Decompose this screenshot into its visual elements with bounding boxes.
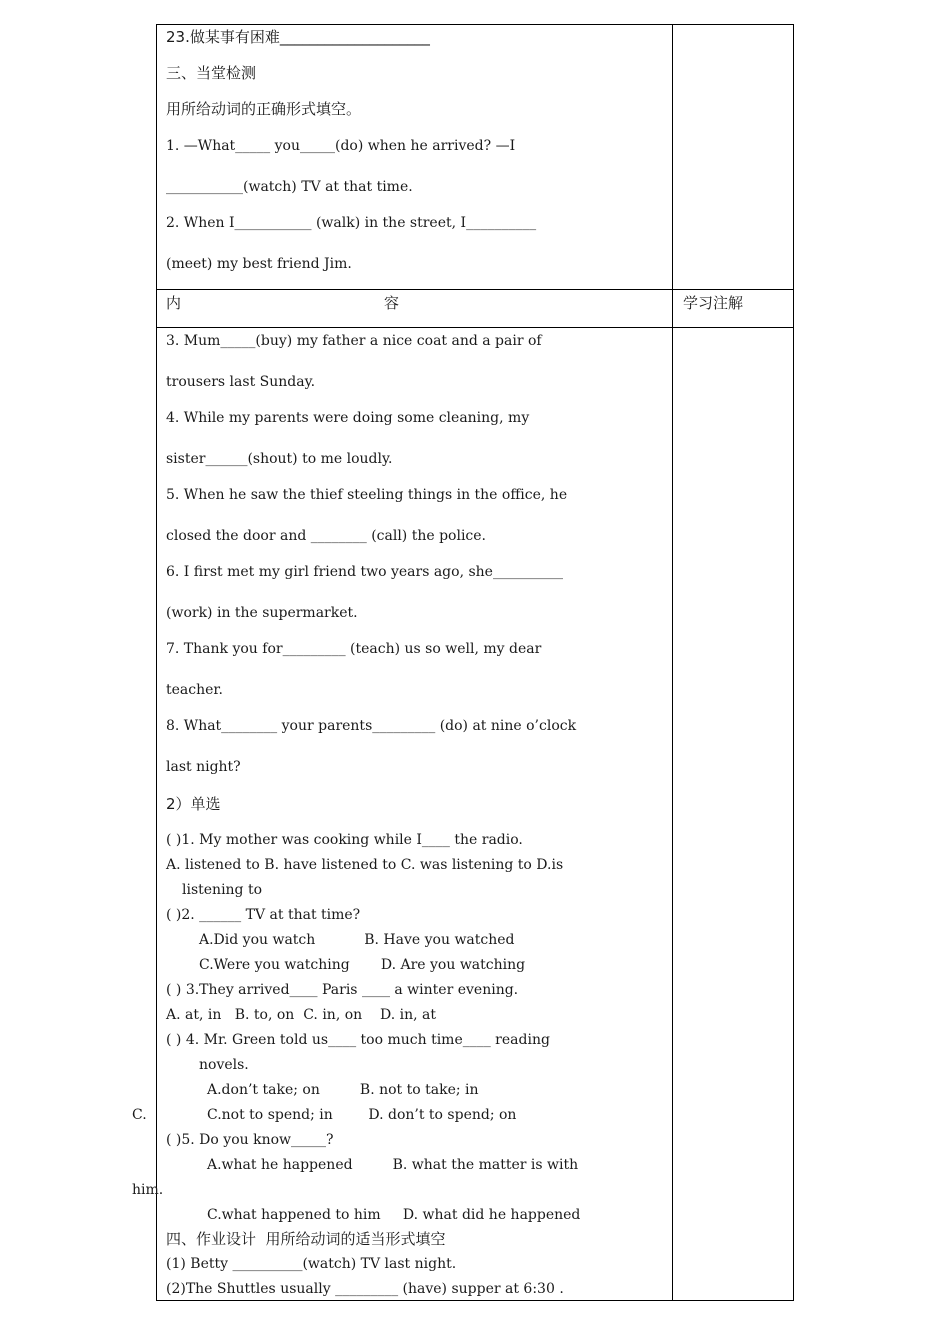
table-border-right bbox=[793, 24, 794, 1301]
choice-line: ( )2. ______ TV at that time? bbox=[166, 907, 361, 923]
section-heading-check: 三、当堂检测 bbox=[166, 64, 257, 82]
choice-line: A.Did you watch B. Have you watched bbox=[199, 932, 515, 948]
fill-in-line: 3. Mum_____(buy) my father a nice coat and a pair of bbox=[166, 333, 542, 349]
table-column-divider bbox=[672, 24, 673, 1301]
question-1-line-a: 1. —What_____ you_____(do) when he arrived? —I bbox=[166, 138, 516, 154]
choice-line: A. at, in B. to, on C. in, on D. in, at bbox=[166, 1007, 436, 1023]
fill-in-line: 6. I first met my girl friend two years ago, she__________ bbox=[166, 564, 563, 580]
header-content-right: 容 bbox=[384, 294, 400, 312]
question-2-line-b: (meet) my best friend Jim. bbox=[166, 256, 352, 272]
fill-in-line: teacher. bbox=[166, 682, 224, 698]
fill-in-line: closed the door and ________ (call) the police. bbox=[166, 528, 487, 544]
header-notes: 学习注解 bbox=[683, 294, 744, 312]
choice-line: A.don’t take; on B. not to take; in bbox=[207, 1082, 479, 1098]
choice-line: ( ) 4. Mr. Green told us____ too much time____ reading bbox=[166, 1032, 550, 1048]
choice-line: A.what he happened B. what the matter is with bbox=[207, 1157, 579, 1173]
choice-line: novels. bbox=[199, 1057, 249, 1073]
fill-in-line: 4. While my parents were doing some cleaning, my bbox=[166, 410, 530, 426]
fill-in-line: (work) in the supermarket. bbox=[166, 605, 358, 621]
fill-in-line: 7. Thank you for_________ (teach) us so well, my dear bbox=[166, 641, 542, 657]
stray-him-label: him. bbox=[132, 1182, 164, 1198]
choice-line: listening to bbox=[182, 882, 263, 898]
choice-line: ( )1. My mother was cooking while I____ the radio. bbox=[166, 832, 523, 848]
table-border-left bbox=[156, 24, 157, 1301]
table-border-bottom bbox=[156, 1300, 794, 1301]
choice-line: A. listened to B. have listened to C. was listening to D.is bbox=[166, 857, 564, 873]
fill-in-line: 8. What________ your parents_________ (do) at nine o’clock bbox=[166, 718, 577, 734]
item-23: 23.做某事有困难____________________ bbox=[166, 28, 430, 46]
header-content-left: 内 bbox=[166, 294, 182, 312]
table-row-divider-1 bbox=[156, 289, 794, 290]
choice-line: ( )5. Do you know_____? bbox=[166, 1132, 334, 1148]
fill-in-line: last night? bbox=[166, 759, 241, 775]
choice-line: C.what happened to him D. what did he happened bbox=[207, 1207, 581, 1223]
question-1-line-b: ___________(watch) TV at that time. bbox=[166, 179, 413, 195]
stray-c-label: C. bbox=[132, 1107, 147, 1123]
choice-line: ( ) 3.They arrived____ Paris ____ a winter evening. bbox=[166, 982, 519, 998]
choice-line: C.not to spend; in D. don’t to spend; on bbox=[207, 1107, 517, 1123]
homework-line-1: (1) Betty __________(watch) TV last night. bbox=[166, 1256, 457, 1272]
homework-heading: 四、作业设计 用所给动词的适当形式填空 bbox=[166, 1230, 446, 1248]
fill-in-line: sister______(shout) to me loudly. bbox=[166, 451, 393, 467]
instruction-text: 用所给动词的正确形式填空。 bbox=[166, 100, 362, 118]
fill-in-line: 5. When he saw the thief steeling things in the office, he bbox=[166, 487, 568, 503]
table-row-divider-2 bbox=[156, 327, 794, 328]
fill-in-line: trousers last Sunday. bbox=[166, 374, 316, 390]
table-border-top bbox=[156, 24, 794, 25]
homework-line-2: (2)The Shuttles usually _________ (have) supper at 6:30 . bbox=[166, 1281, 564, 1297]
question-2-line-a: 2. When I___________ (walk) in the street, I__________ bbox=[166, 215, 537, 231]
choice-heading: 2）单选 bbox=[166, 795, 221, 813]
choice-line: C.Were you watching D. Are you watching bbox=[199, 957, 526, 973]
